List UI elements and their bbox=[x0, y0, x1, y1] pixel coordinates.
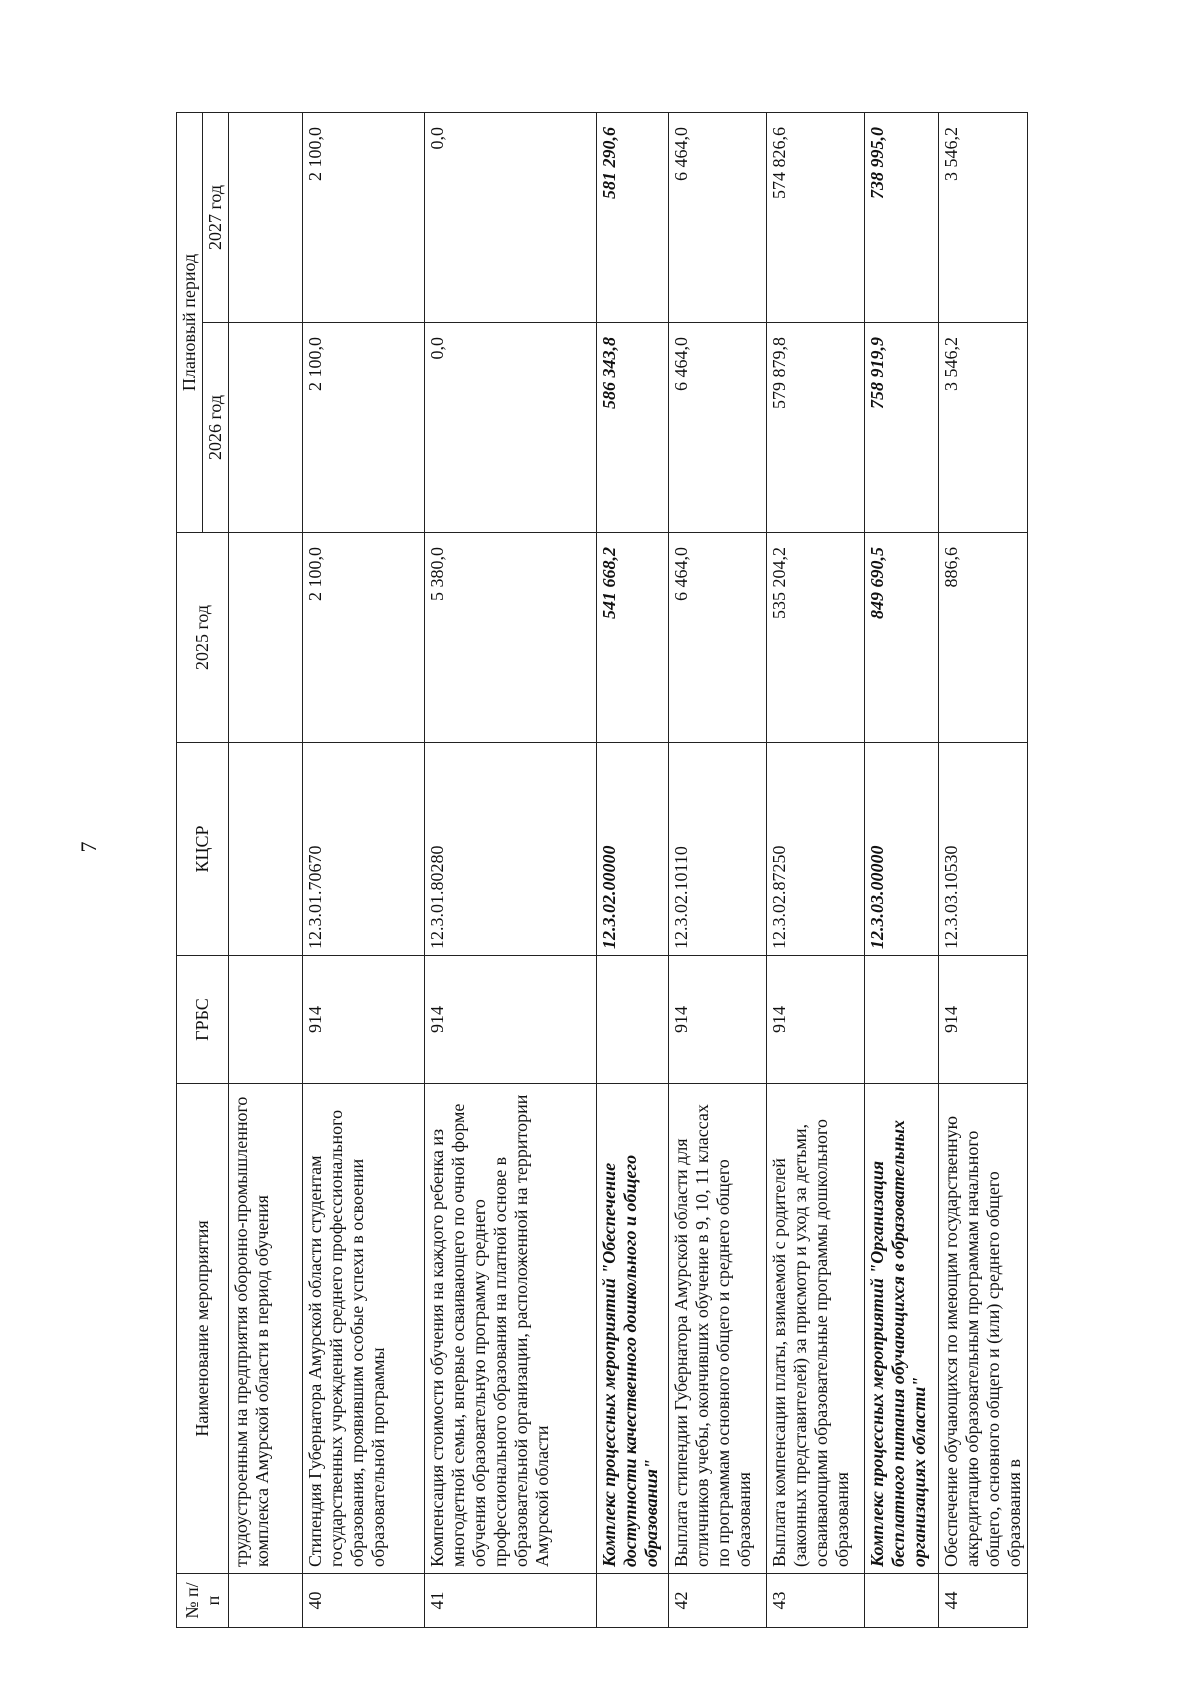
cell-grbs bbox=[229, 956, 303, 1084]
cell-2025: 541 668,2 bbox=[597, 533, 669, 743]
cell-2027: 574 826,6 bbox=[767, 112, 865, 322]
rotated-table-container bbox=[176, 113, 1026, 1628]
table-row bbox=[669, 112, 767, 1627]
cell-grbs: 914 bbox=[767, 956, 865, 1084]
cell-name: Обеспечение обучающихся по имеющим государственную аккредитацию образовательным программам начального общего, основного общего и (или) среднего общего образования в bbox=[939, 1084, 1028, 1574]
cell-name: Компенсация стоимости обучения на каждого ребенка из многодетной семьи, впервые осваивающего по очной форме обучения образовательную программу среднего профессионального образования на платной основе в образовательной организации, расположенной на территории Амурской области bbox=[425, 1084, 597, 1574]
cell-2026 bbox=[229, 323, 303, 533]
cell-kcsr: 12.3.02.87250 bbox=[767, 743, 865, 956]
cell-num: 43 bbox=[767, 1574, 865, 1628]
table-row-complex bbox=[865, 112, 939, 1627]
cell-kcsr: 12.3.01.70670 bbox=[303, 743, 425, 956]
cell-grbs: 914 bbox=[669, 956, 767, 1084]
cell-num: 41 bbox=[425, 1574, 597, 1628]
cell-kcsr: 12.3.01.80280 bbox=[425, 743, 597, 956]
cell-2027: 6 464,0 bbox=[669, 112, 767, 322]
cell-kcsr: 12.3.02.10110 bbox=[669, 743, 767, 956]
cell-2026: 586 343,8 bbox=[597, 323, 669, 533]
header-name: Наименование мероприятия bbox=[177, 1084, 229, 1574]
cell-name: Выплата компенсации платы, взимаемой с родителей (законных представителей) за присмотр и уход за детьми, осваивающими образовательные программы дошкольного образования bbox=[767, 1084, 865, 1574]
cell-name: трудоустроенным на предприятия оборонно-промышленного комплекса Амурской области в период обучения bbox=[229, 1084, 303, 1574]
cell-2027: 3 546,2 bbox=[939, 112, 1028, 322]
cell-2027 bbox=[229, 112, 303, 322]
cell-2026: 6 464,0 bbox=[669, 323, 767, 533]
cell-grbs bbox=[865, 956, 939, 1084]
cell-grbs: 914 bbox=[303, 956, 425, 1084]
cell-kcsr: 12.3.03.00000 bbox=[865, 743, 939, 956]
cell-num: 42 bbox=[669, 1574, 767, 1628]
cell-name: Выплата стипендии Губернатора Амурской области для отличников учебы, окончивших обучение в 9, 10, 11 классах по программам основного общего и среднего общего образования bbox=[669, 1084, 767, 1574]
cell-grbs: 914 bbox=[939, 956, 1028, 1084]
table-row-complex bbox=[597, 112, 669, 1627]
header-2026: 2026 год bbox=[203, 323, 229, 533]
cell-num: 40 bbox=[303, 1574, 425, 1628]
header-kcsr: КЦСР bbox=[177, 743, 229, 956]
table-row bbox=[767, 112, 865, 1627]
cell-2026: 758 919,9 bbox=[865, 323, 939, 533]
cell-kcsr: 12.3.02.00000 bbox=[597, 743, 669, 956]
cell-grbs: 914 bbox=[425, 956, 597, 1084]
cell-2026: 0,0 bbox=[425, 323, 597, 533]
cell-kcsr: 12.3.03.10530 bbox=[939, 743, 1028, 956]
cell-grbs bbox=[597, 956, 669, 1084]
cell-num bbox=[865, 1574, 939, 1628]
cell-2026: 579 879,8 bbox=[767, 323, 865, 533]
budget-table bbox=[176, 112, 1028, 1628]
cell-num: 44 bbox=[939, 1574, 1028, 1628]
cell-2025: 849 690,5 bbox=[865, 533, 939, 743]
cell-2025: 5 380,0 bbox=[425, 533, 597, 743]
cell-2027: 2 100,0 bbox=[303, 112, 425, 322]
table-row bbox=[303, 112, 425, 1627]
cell-2027: 738 995,0 bbox=[865, 112, 939, 322]
cell-2026: 3 546,2 bbox=[939, 323, 1028, 533]
cell-2027: 581 290,6 bbox=[597, 112, 669, 322]
header-2025: 2025 год bbox=[177, 533, 229, 743]
header-planned-period: Плановый период bbox=[177, 112, 203, 532]
cell-name: Стипендия Губернатора Амурской области студентам государственных учреждений среднего профессионального образования, проявившим особые успехи в освоении образовательной программы bbox=[303, 1084, 425, 1574]
cell-2025: 535 204,2 bbox=[767, 533, 865, 743]
cell-num bbox=[597, 1574, 669, 1628]
cell-2025 bbox=[229, 533, 303, 743]
header-2027: 2027 год bbox=[203, 112, 229, 322]
cell-kcsr bbox=[229, 743, 303, 956]
cell-2025: 886,6 bbox=[939, 533, 1028, 743]
cell-2025: 2 100,0 bbox=[303, 533, 425, 743]
table-row bbox=[939, 112, 1028, 1627]
header-grbs: ГРБС bbox=[177, 956, 229, 1084]
header-num: № п/п bbox=[177, 1574, 229, 1628]
cell-2027: 0,0 bbox=[425, 112, 597, 322]
page-number: 7 bbox=[76, 841, 101, 853]
cell-2026: 2 100,0 bbox=[303, 323, 425, 533]
cell-num bbox=[229, 1574, 303, 1628]
cell-name: Комплекс процессных мероприятий "Обеспечение доступности качественного дошкольного и общего образования" bbox=[597, 1084, 669, 1574]
cell-name: Комплекс процессных мероприятий "Организация бесплатного питания обучающихся в образовательных организациях области" bbox=[865, 1084, 939, 1574]
table-row bbox=[229, 112, 303, 1627]
cell-2025: 6 464,0 bbox=[669, 533, 767, 743]
table-row bbox=[425, 112, 597, 1627]
